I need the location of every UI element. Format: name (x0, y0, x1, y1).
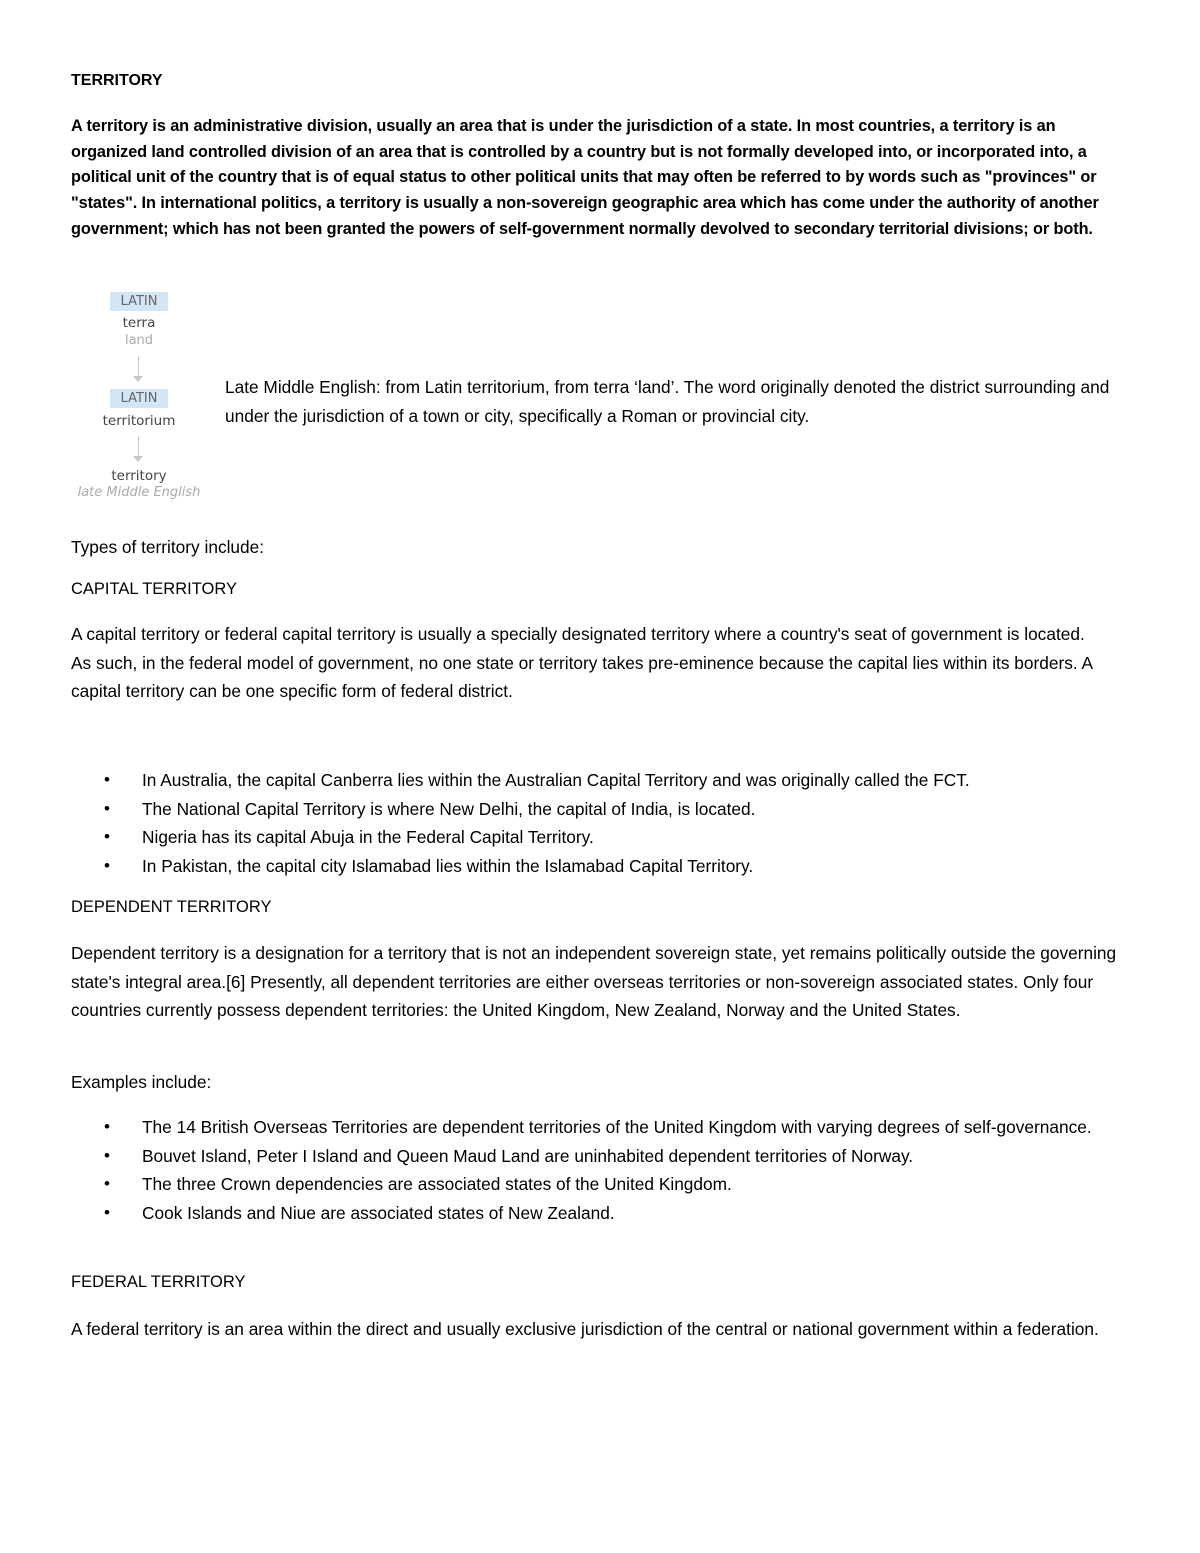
types-intro: Types of territory include: (71, 537, 265, 557)
arrow-down-icon (133, 376, 143, 382)
federal-territory-heading: FEDERAL TERRITORY (71, 1273, 246, 1291)
list-item: • In Pakistan, the capital city Islamabad lies within the Islamabad Capital Territory. (71, 852, 1131, 881)
arrow-line (138, 356, 139, 376)
federal-territory-paragraph: A federal territory is an area within the direct and usually exclusive jurisdiction of the central or national government within a federation. (71, 1319, 1099, 1339)
list-item: • Nigeria has its capital Abuja in the Federal Capital Territory. (71, 823, 1131, 852)
intro-paragraph: A territory is an administrative division, usually an area that is under the jurisdiction of a state. In most countries, a territory is an organized land controlled division of an area that is controlled by a country but is not formally developed into, or incorporated into, a political unit of the country that is of equal status to other political units that may often be referred to by words such as "provinces" or "states". In international politics, a territory is usually a non-sovereign geographic area which has come under the authority of another government; which has not been granted the powers of self-government normally devolved to secondary territorial divisions; or both. (71, 117, 1099, 238)
capital-territory-heading: CAPITAL TERRITORY (71, 580, 237, 598)
etymon-gloss: land (124, 333, 154, 348)
etymon-word: terra (122, 315, 156, 331)
examples-label: Examples include: (71, 1072, 212, 1092)
arrow-line (138, 436, 139, 456)
bullet-icon: • (104, 827, 110, 846)
bullet-icon: • (104, 798, 110, 818)
bullet-icon: • (104, 1202, 110, 1222)
list-item: • In Australia, the capital Canberra lies within the Australian Capital Territory and was originally called the FCT. (71, 766, 1131, 795)
language-label: LATIN (110, 389, 168, 408)
capital-territory-list (71, 766, 1131, 880)
etymology-diagram (64, 290, 214, 505)
capital-territory-paragraph: A capital territory or federal capital territory is usually a specially designated territory where a country's seat of government is located. As such, in the federal model of government, no one state or territory takes pre-eminence because the capital lies within its borders. A capital territory can be one specific form of federal district. (71, 624, 1093, 701)
list-item: • The 14 British Overseas Territories are dependent territories of the United Kingdom with varying degrees of self-governance. (71, 1113, 1131, 1142)
period-label: late Middle English (77, 485, 201, 500)
list-item: • Bouvet Island, Peter I Island and Queen Maud Land are uninhabited dependent territories of Norway. (71, 1142, 1131, 1171)
bullet-icon: • (104, 1174, 110, 1193)
etymon-word: territorium (102, 413, 176, 429)
dependent-territory-list (71, 1113, 1131, 1227)
list-item: • The National Capital Territory is where New Delhi, the capital of India, is located. (71, 795, 1131, 824)
language-label: LATIN (110, 292, 168, 311)
bullet-icon: • (104, 1145, 110, 1165)
list-item: • Cook Islands and Niue are associated states of New Zealand. (71, 1199, 1131, 1228)
etymology-text: Late Middle English: from Latin territorium, from terra ‘land’. The word originally denoted the district surrounding and under the jurisdiction of a town or city, specifically a Roman or provincial city. (225, 377, 1110, 426)
headword: territory (111, 468, 167, 484)
bullet-icon: • (104, 855, 110, 875)
dependent-territory-paragraph: Dependent territory is a designation for a territory that is not an independent sovereign state, yet remains politically outside the governing state's integral area.[6] Presently, all dependent territories are either overseas territories or non-sovereign associated states. Only four countries currently possess dependent territories: the United Kingdom, New Zealand, Norway and the United States. (71, 943, 1117, 1020)
arrow-down-icon (133, 456, 143, 462)
list-item: • The three Crown dependencies are associated states of the United Kingdom. (71, 1170, 1131, 1199)
bullet-icon: • (104, 1117, 110, 1136)
bullet-icon: • (104, 770, 110, 789)
dependent-territory-heading: DEPENDENT TERRITORY (71, 898, 272, 916)
page-title: TERRITORY (71, 72, 163, 89)
